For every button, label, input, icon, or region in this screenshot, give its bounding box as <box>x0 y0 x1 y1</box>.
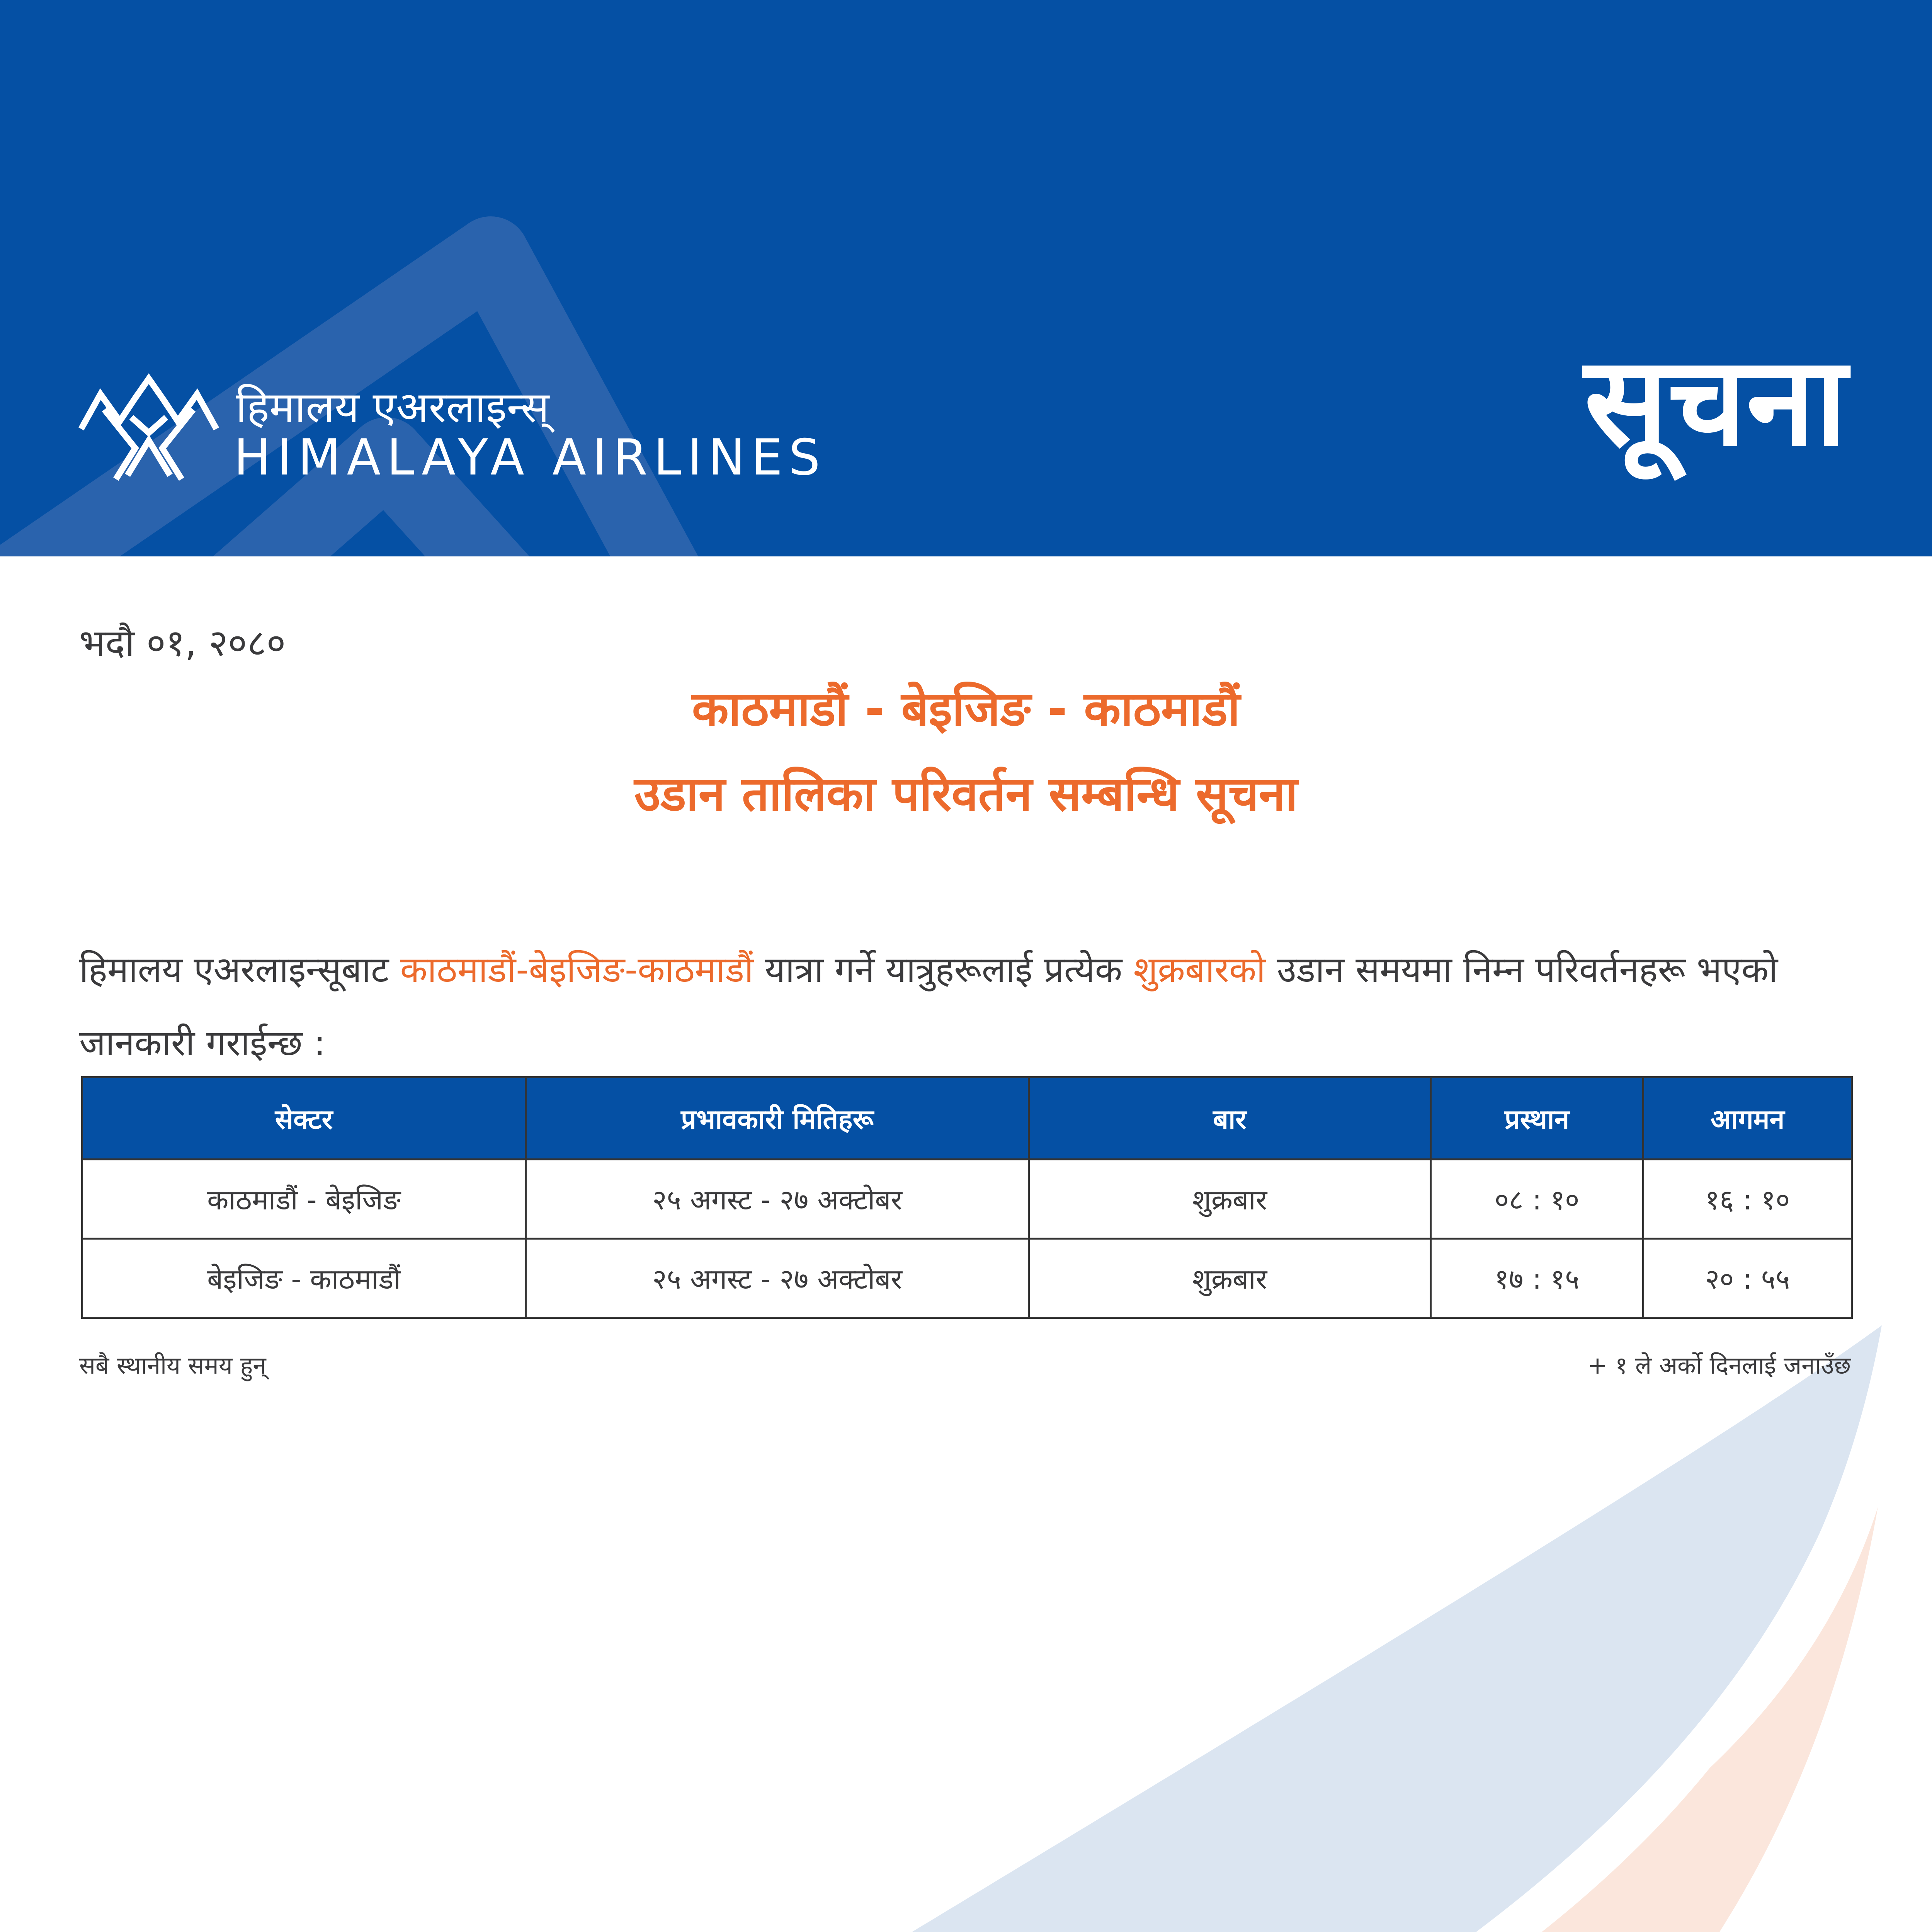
column-header-sector: सेक्टर <box>82 1077 526 1160</box>
cell-day: शुक्रबार <box>1029 1239 1431 1318</box>
brand-name-english: HIMALAYA AIRLINES <box>234 429 827 486</box>
intro-day-highlight: शुक्रबारको <box>1133 949 1266 990</box>
column-header-departure: प्रस्थान <box>1431 1077 1643 1160</box>
notice-heading: सूचना <box>1584 330 1847 474</box>
table-row <box>82 1239 1852 1318</box>
cell-arrival: १६ : १० <box>1643 1160 1852 1239</box>
table-header-row <box>82 1077 1852 1160</box>
footnote-local-time: सबै स्थानीय समय हुन् <box>79 1351 266 1379</box>
column-header-effective-dates: प्रभावकारी मितिहरू <box>526 1077 1029 1160</box>
notice-date: भदौ ०१, २०८० <box>79 621 286 665</box>
cell-sector: काठमाडौं - बेइजिङ <box>82 1160 526 1239</box>
cell-arrival: २० : ५५ <box>1643 1239 1852 1318</box>
notice-intro-paragraph <box>79 933 1849 1080</box>
cell-effective-dates: २५ अगस्ट - २७ अक्टोबर <box>526 1239 1029 1318</box>
cell-effective-dates: २५ अगस्ट - २७ अक्टोबर <box>526 1160 1029 1239</box>
table-row <box>82 1160 1852 1239</box>
notice-title-route: काठमाडौं - बेइजिङ - काठमाडौं <box>692 681 1240 737</box>
cell-departure: ०८ : १० <box>1431 1160 1643 1239</box>
intro-route-highlight: काठमाडौं-बेइजिङ-काठमाडौं <box>400 949 753 990</box>
header-banner <box>0 0 1932 556</box>
cell-sector: बेइजिङ - काठमाडौं <box>82 1239 526 1318</box>
intro-text-1: हिमालय एअरलाइन्सूबाट <box>79 949 400 990</box>
himalaya-airlines-logo-icon <box>77 371 220 483</box>
intro-text-2: यात्रा गर्ने यात्रुहरूलाई प्रत्येक <box>753 949 1134 990</box>
column-header-arrival: आगमन <box>1643 1077 1852 1160</box>
brand-name-nepali: हिमालय एअरलाइन्स् <box>236 383 549 432</box>
footnote-next-day: + १ ले अर्को दिनलाई जनाउँछ <box>1587 1351 1851 1379</box>
notice-title-subject: उडान तालिका परिवर्तन सम्बन्धि सूचना <box>634 766 1298 822</box>
flight-schedule-table <box>81 1076 1853 1319</box>
cell-day: शुक्रबार <box>1029 1160 1431 1239</box>
intro-text-3: उडान समयमा निम्न परिवर्तनहरू भएको जानकारी गराईन्छ : <box>79 949 1778 1064</box>
cell-departure: १७ : १५ <box>1431 1239 1643 1318</box>
column-header-day: बार <box>1029 1077 1431 1160</box>
